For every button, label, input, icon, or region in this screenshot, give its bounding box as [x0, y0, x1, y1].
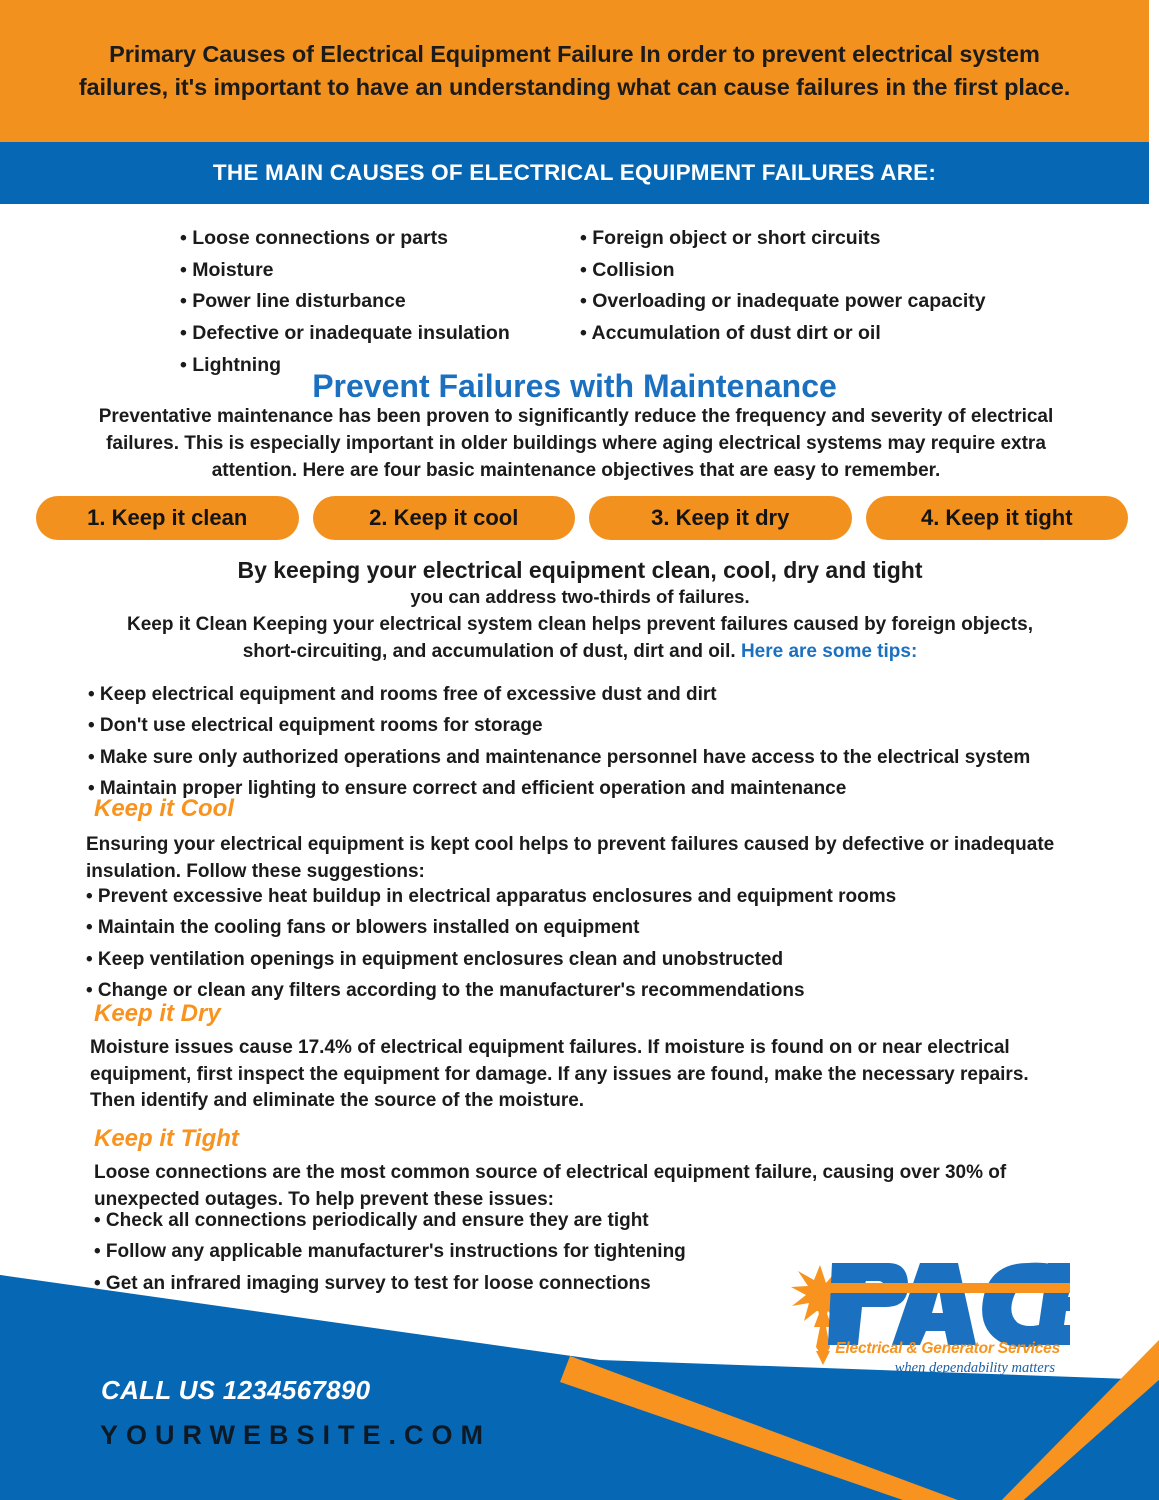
clean-paragraph	[100, 612, 1060, 666]
keep-it-tight-heading: Keep it Tight	[94, 1125, 239, 1152]
list-item: • Check all connections periodically and ensure they are tight	[94, 1210, 649, 1231]
list-item: • Moisture	[180, 258, 274, 281]
keep-it-cool-heading: Keep it Cool	[94, 795, 235, 822]
list-item: • Prevent excessive heat buildup in electrical apparatus enclosures and equipment rooms	[86, 886, 897, 907]
keep-it-dry-paragraph: Moisture issues cause 17.4% of electrical equipment failures. If moisture is found on or near electrical equipment, first inspect the equipment for damage. If any issues are found, make the necessary repairs. Then identify and eliminate the source of the moisture.	[90, 1037, 1029, 1112]
list-item: • Maintain proper lighting to ensure correct and efficient operation and maintenance	[88, 777, 847, 799]
maintenance-objectives-row	[36, 496, 1128, 540]
prevent-failures-body: Preventative maintenance has been proven to significantly reduce the frequency and severity of electrical failures. This is especially important in older buildings where aging electrical systems may require extra attention. Here are four basic maintenance objectives that are easy to remember.	[98, 406, 1054, 481]
list-item: • Collision	[580, 258, 675, 281]
objective-pill-tight[interactable]: 4. Keep it tight	[866, 496, 1129, 540]
logo-orange-bar	[816, 1283, 1070, 1293]
list-item: • Defective or inadequate insulation	[180, 322, 510, 345]
causes-column-left	[180, 226, 580, 385]
call-us-text: CALL US 1234567890	[101, 1375, 371, 1405]
website-text[interactable]: YOURWEBSITE.COM	[100, 1420, 492, 1450]
list-item: • Don't use electrical equipment rooms for storage	[88, 715, 543, 737]
header-band	[0, 0, 1149, 142]
page-title: Primary Causes of Electrical Equipment Failure In order to prevent electrical system failures, it's important to have an understanding what can cause failures in the first place.	[78, 40, 1071, 100]
list-item: • Make sure only authorized operations and maintenance personnel have access to the electrical system	[88, 746, 1031, 768]
clean-sub-text: you can address two-thirds of failures.	[410, 586, 750, 607]
list-item: • Follow any applicable manufacturer's instructions for tightening	[94, 1241, 686, 1263]
list-item: • Foreign object or short circuits	[580, 227, 881, 249]
clean-bullet-list	[88, 682, 1098, 807]
list-item: • Keep ventilation openings in equipment enclosures clean and unobstructed	[86, 948, 784, 970]
list-item: • Maintain the cooling fans or blowers installed on equipment	[86, 917, 640, 939]
list-item: • Loose connections or parts	[180, 227, 448, 249]
keep-it-tight-paragraph: Loose connections are the most common source of electrical equipment failure, causing over 30% of unexpected outages. To help prevent these issues:	[94, 1162, 1007, 1210]
cool-bullet-list	[86, 884, 1096, 1009]
list-item: • Overloading or inadequate power capacity	[580, 290, 986, 313]
list-item: • Lightning	[180, 353, 282, 376]
clean-paragraph-text: Keep it Clean Keeping your electrical system clean helps prevent failures caused by foreign objects, short-circuiting, and accumulation of dust, dirt and oil.	[127, 614, 1033, 662]
list-item: • Power line disturbance	[180, 290, 406, 313]
list-item: • Keep electrical equipment and rooms free of excessive dust and dirt	[88, 684, 717, 705]
causes-column-right	[580, 226, 1080, 385]
logo-tagline-services: Electrical & Generator Services	[835, 1340, 1060, 1357]
list-item: • Get an infrared imaging survey to test for loose connections	[94, 1272, 651, 1294]
objective-pill-cool[interactable]: 2. Keep it cool	[313, 496, 576, 540]
clean-lead-text: By keeping your electrical equipment clean, cool, dry and tight	[237, 557, 923, 583]
keep-it-cool-paragraph: Ensuring your electrical equipment is kept cool helps to prevent failures caused by defective or inadequate insulation. Follow these suggestions:	[86, 834, 1055, 882]
list-item: • Accumulation of dust dirt or oil	[580, 322, 881, 345]
causes-columns	[180, 226, 1080, 385]
list-item: • Change or clean any filters according to the manufacturer's recommendations	[86, 979, 805, 1001]
prevent-failures-heading: Prevent Failures with Maintenance	[312, 368, 837, 404]
main-causes-title: THE MAIN CAUSES OF ELECTRICAL EQUIPMENT FAILURES ARE:	[212, 160, 937, 185]
keep-it-dry-heading: Keep it Dry	[94, 1000, 221, 1027]
objective-pill-dry[interactable]: 3. Keep it dry	[589, 496, 852, 540]
clean-tips-accent: Here are some tips:	[740, 640, 918, 662]
logo-tagline-slogan: when dependability matters	[894, 1360, 1055, 1376]
main-causes-band	[0, 142, 1149, 204]
objective-pill-clean[interactable]: 1. Keep it clean	[36, 496, 299, 540]
pace-wordmark	[828, 1263, 1070, 1347]
